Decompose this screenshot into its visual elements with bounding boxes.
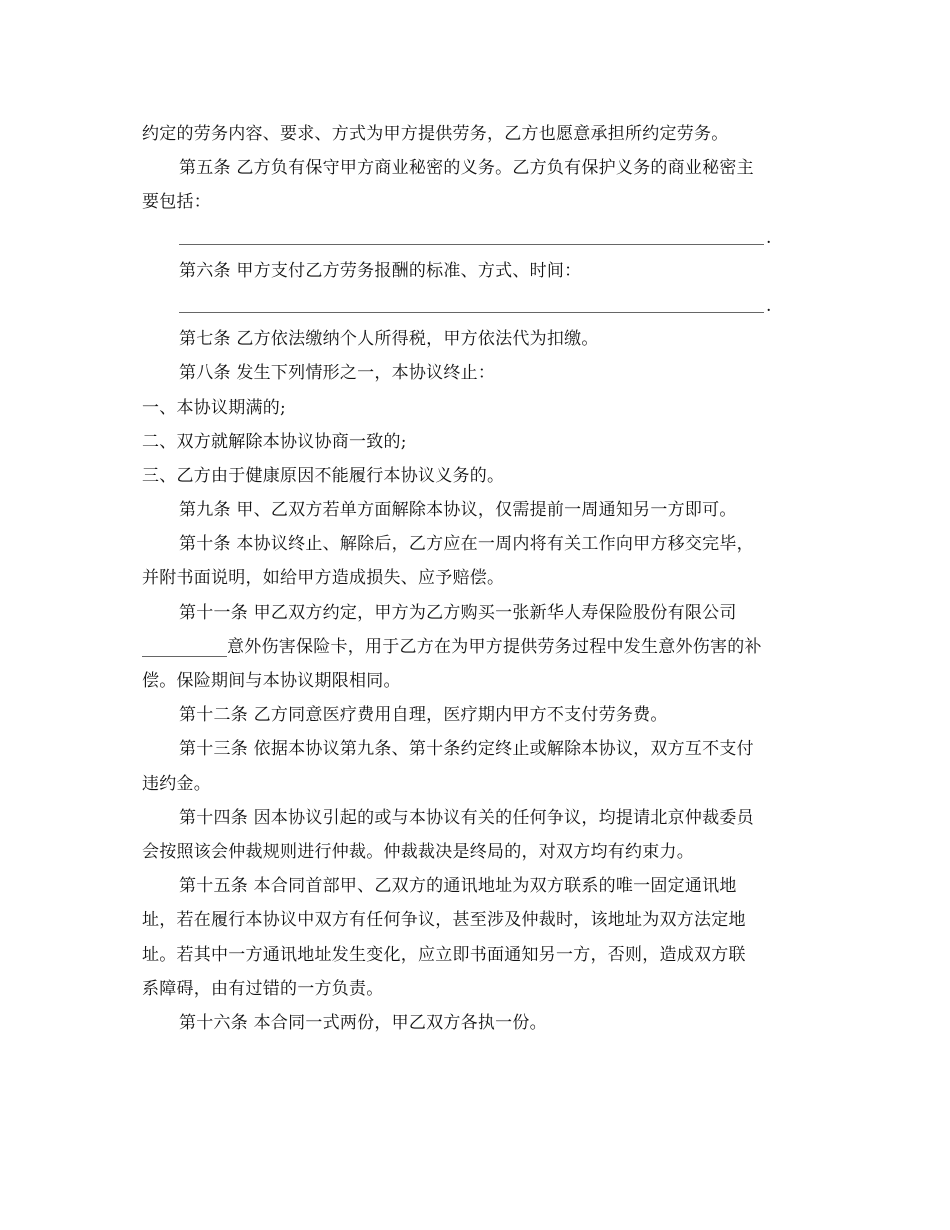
text-line-art8: 第八条 发生下列情形之一，本协议终止： bbox=[179, 363, 496, 384]
text-line-art14-cont: 会按照该会仲裁规则进行仲裁。仲裁裁决是终局的，对双方均有约束力。 bbox=[142, 841, 694, 862]
text-line-art15: 第十五条 本合同首部甲、乙双方的通讯地址为双方联系的唯一固定通讯地 bbox=[179, 876, 737, 897]
text-line-art15-cont1: 址，若在履行本协议中双方有任何争议，甚至涉及仲裁时，该地址为双方法定地 bbox=[142, 910, 746, 931]
text-line-art10-cont: 并附书面说明，如给甲方造成损失、应予赔偿。 bbox=[142, 568, 505, 589]
rule-end-mark: . bbox=[766, 295, 772, 316]
text-line-art12: 第十二条 乙方同意医疗费用自理，医疗期内甲方不支付劳务费。 bbox=[179, 705, 668, 726]
rule-end-mark: . bbox=[766, 227, 772, 248]
text-line-art10: 第十条 本协议终止、解除后，乙方应在一周内将有关工作向甲方移交完毕， bbox=[179, 534, 754, 555]
text-line-art7: 第七条 乙方依法缴纳个人所得税，甲方依法代为扣缴。 bbox=[179, 329, 599, 350]
fill-in-line-trade-secrets bbox=[142, 220, 810, 254]
text-line-art11-cont bbox=[142, 630, 810, 664]
text-line-art5-cont: 要包括： bbox=[142, 192, 211, 213]
text-line-art15-cont3: 系障碍，由有过错的一方负责。 bbox=[142, 978, 384, 999]
underline-blank bbox=[142, 634, 227, 657]
contract-text bbox=[142, 117, 810, 1040]
fill-in-line-remuneration bbox=[142, 288, 810, 322]
text-line-art8-item1: 一、本协议期满的; bbox=[142, 397, 286, 418]
text-line-art4-end: 约定的劳务内容、要求、方式为甲方提供劳务，乙方也愿意承担所约定劳务。 bbox=[142, 124, 729, 144]
text-line-art9: 第九条 甲、乙双方若单方面解除本协议，仅需提前一周通知另一方即可。 bbox=[179, 500, 737, 521]
text-line-art16: 第十六条 本合同一式两份，甲乙双方各执一份。 bbox=[179, 1012, 547, 1033]
text-line-art5: 第五条 乙方负有保守甲方商业秘密的义务。乙方负有保护义务的商业秘密主 bbox=[179, 158, 754, 179]
text-line-art11: 第十一条 甲乙双方约定，甲方为乙方购买一张新华人寿保险股份有限公司 bbox=[179, 602, 737, 623]
underline-blank bbox=[179, 244, 764, 245]
text-line-art11-cont-text: 意外伤害保险卡，用于乙方在为甲方提供劳务过程中发生意外伤害的补 bbox=[227, 636, 762, 657]
text-line-art11-end: 偿。保险期间与本协议期限相同。 bbox=[142, 671, 401, 691]
text-line-art6: 第六条 甲方支付乙方劳务报酬的标准、方式、时间： bbox=[179, 260, 582, 281]
underline-blank bbox=[179, 312, 764, 313]
text-line-art14: 第十四条 因本协议引起的或与本协议有关的任何争议，均提请北京仲裁委员 bbox=[179, 807, 754, 828]
text-line-art13-cont: 违约金。 bbox=[142, 773, 211, 794]
text-line-art8-item2: 二、双方就解除本协议协商一致的; bbox=[142, 431, 407, 452]
text-line-art15-cont2: 址。若其中一方通讯地址发生变化，应立即书面通知另一方，否则，造成双方联 bbox=[142, 944, 746, 965]
text-line-art8-item3: 三、乙方由于健康原因不能履行本协议义务的。 bbox=[142, 465, 505, 486]
text-line-art13: 第十三条 依据本协议第九条、第十条约定终止或解除本协议，双方互不支付 bbox=[179, 739, 754, 760]
